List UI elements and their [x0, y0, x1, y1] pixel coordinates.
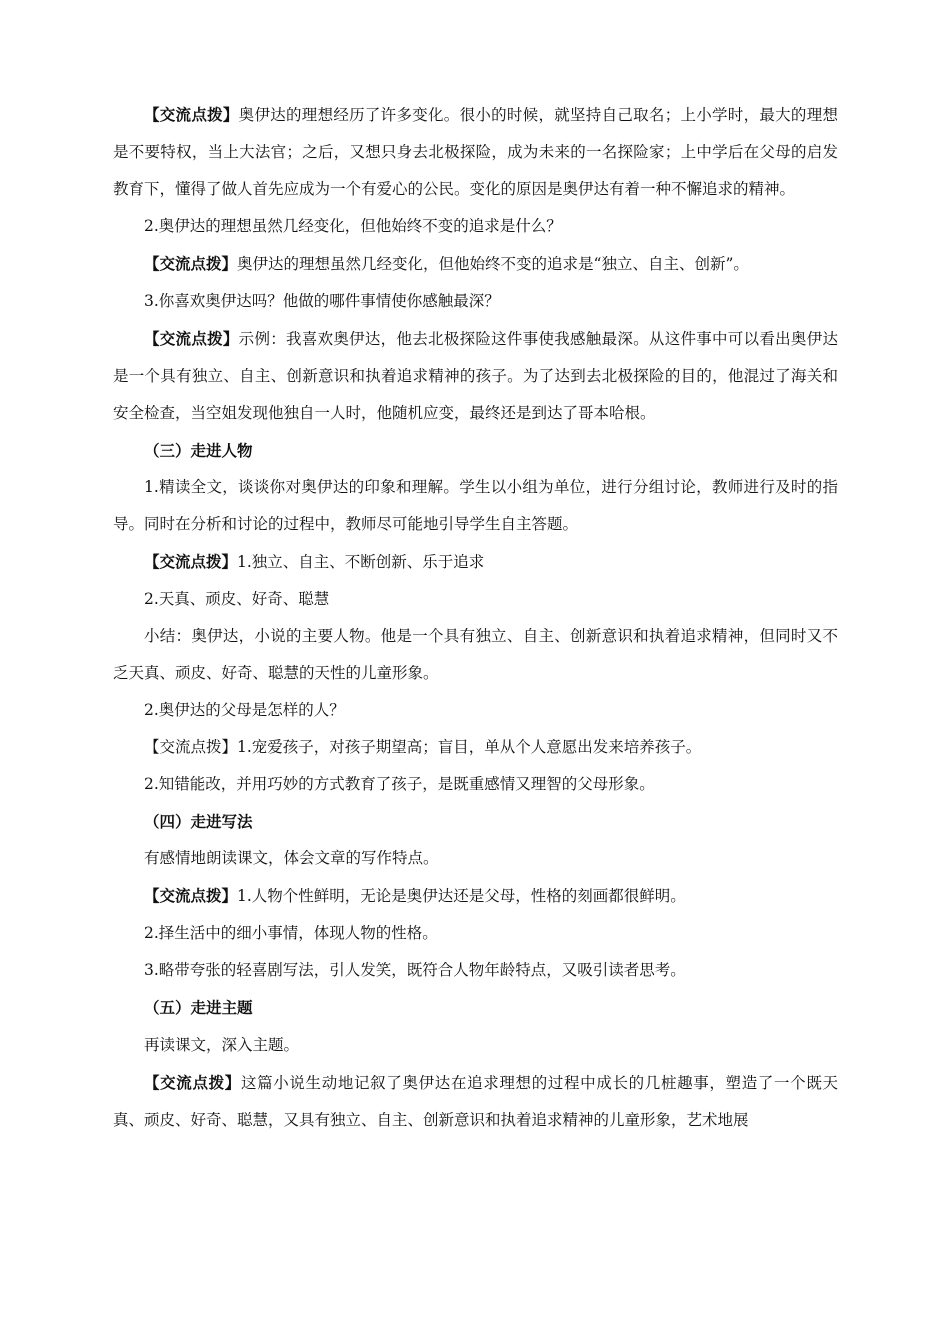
- paragraph-text: 这篇小说生动地记叙了奥伊达在追求理想的过程中成长的几桩趣事，塑造了一个既天真、顽皮、好奇、聪慧，又具有独立、自主、创新意识和执着追求精神的儿童形象，艺术地展: [113, 1074, 838, 1129]
- task-2: 2.奥伊达的父母是怎样的人？: [144, 701, 345, 719]
- discussion-label: 【交流点拨】: [144, 738, 238, 756]
- heading-part-2: 主题: [221, 998, 253, 1017]
- answer-item-2b: 2.知错能改，并用巧妙的方式教育了孩子，是既重感情又理智的父母形象。: [144, 775, 655, 793]
- paragraph-answer-2: [113, 245, 838, 283]
- paragraph-text: 示例：我喜欢奥伊达，他去北极探险这件事使我感触最深。从这件事中可以看出奥伊达是一个具有独立、自主、创新意识和执着追求精神的孩子。为了达到去北极探险的目的，他混过了海关和安全检查，当空姐发现他独自一人时，他随机应变，最终还是到达了哥本哈根。: [113, 330, 838, 422]
- paragraph-text: 1.宠爱孩子，对孩子期望高；盲目，单从个人意愿出发来培养孩子。: [237, 738, 702, 756]
- task-theme: 再读课文，深入主题。: [144, 1036, 300, 1054]
- answer-item-2: 2.天真、顽皮、好奇、聪慧: [144, 590, 330, 608]
- paragraph-answer-3: [113, 320, 838, 432]
- paragraph-answer-theme: [113, 1064, 838, 1139]
- paragraph-text: 奥伊达的理想虽然几经变化，但他始终不变的追求是“独立、自主、创新”。: [237, 255, 749, 273]
- discussion-label: 【交流点拨】: [144, 886, 238, 905]
- paragraph-1: [113, 96, 838, 208]
- paragraph-text: 奥伊达的理想经历了许多变化。很小的时候，就坚持自己取名；上小学时，最大的理想是不要特权，当上大法官；之后，又想只身去北极探险，成为未来的一名探险家；上中学后在父母的启发教育下，懂得了做人首先应成为一个有爱心的公民。变化的原因是奥伊达有着一种不懈追求的精神。: [113, 106, 838, 198]
- paragraph-text: 1.独立、自主、不断创新、乐于追求: [237, 553, 485, 571]
- section-heading-5: [113, 989, 838, 1027]
- discussion-label: 【交流点拨】: [144, 1073, 241, 1092]
- section-heading-4: （四）走进写法: [144, 812, 253, 831]
- paragraph-answer-task-2: [113, 729, 838, 766]
- paragraph-answer-writing: [113, 877, 838, 915]
- document-page: [113, 96, 838, 1139]
- discussion-label: 【交流点拨】: [144, 329, 239, 348]
- section-heading-3: （三）走进人物: [144, 441, 253, 460]
- discussion-label: 【交流点拨】: [144, 254, 238, 273]
- task-1: 1.精读全文，谈谈你对奥伊达的印象和理解。学生以小组为单位，进行分组讨论，教师进行及时的指导。同时在分析和讨论的过程中，教师尽可能地引导学生自主答题。: [113, 478, 838, 533]
- heading-part-1: （五）走进: [144, 998, 222, 1017]
- writing-item-3: 3.略带夸张的轻喜剧写法，引人发笑，既符合人物年龄特点，又吸引读者思考。: [144, 961, 686, 979]
- writing-item-2: 2.择生活中的细小事情，体现人物的性格。: [144, 924, 438, 942]
- discussion-label: 【交流点拨】: [144, 105, 239, 124]
- summary: 小结：奥伊达，小说的主要人物。他是一个具有独立、自主、创新意识和执着追求精神，但同时又不乏天真、顽皮、好奇、聪慧的天性的儿童形象。: [113, 627, 838, 682]
- paragraph-text: 1.人物个性鲜明，无论是奥伊达还是父母，性格的刻画都很鲜明。: [237, 887, 686, 905]
- question-3: 3.你喜欢奥伊达吗？他做的哪件事情使你感触最深？: [144, 292, 500, 310]
- discussion-label: 【交流点拨】: [144, 552, 238, 571]
- task-read: 有感情地朗读课文，体会文章的写作特点。: [144, 849, 439, 867]
- paragraph-answer-task-1: [113, 543, 838, 581]
- question-2: 2.奥伊达的理想虽然几经变化，但他始终不变的追求是什么？: [144, 217, 562, 235]
